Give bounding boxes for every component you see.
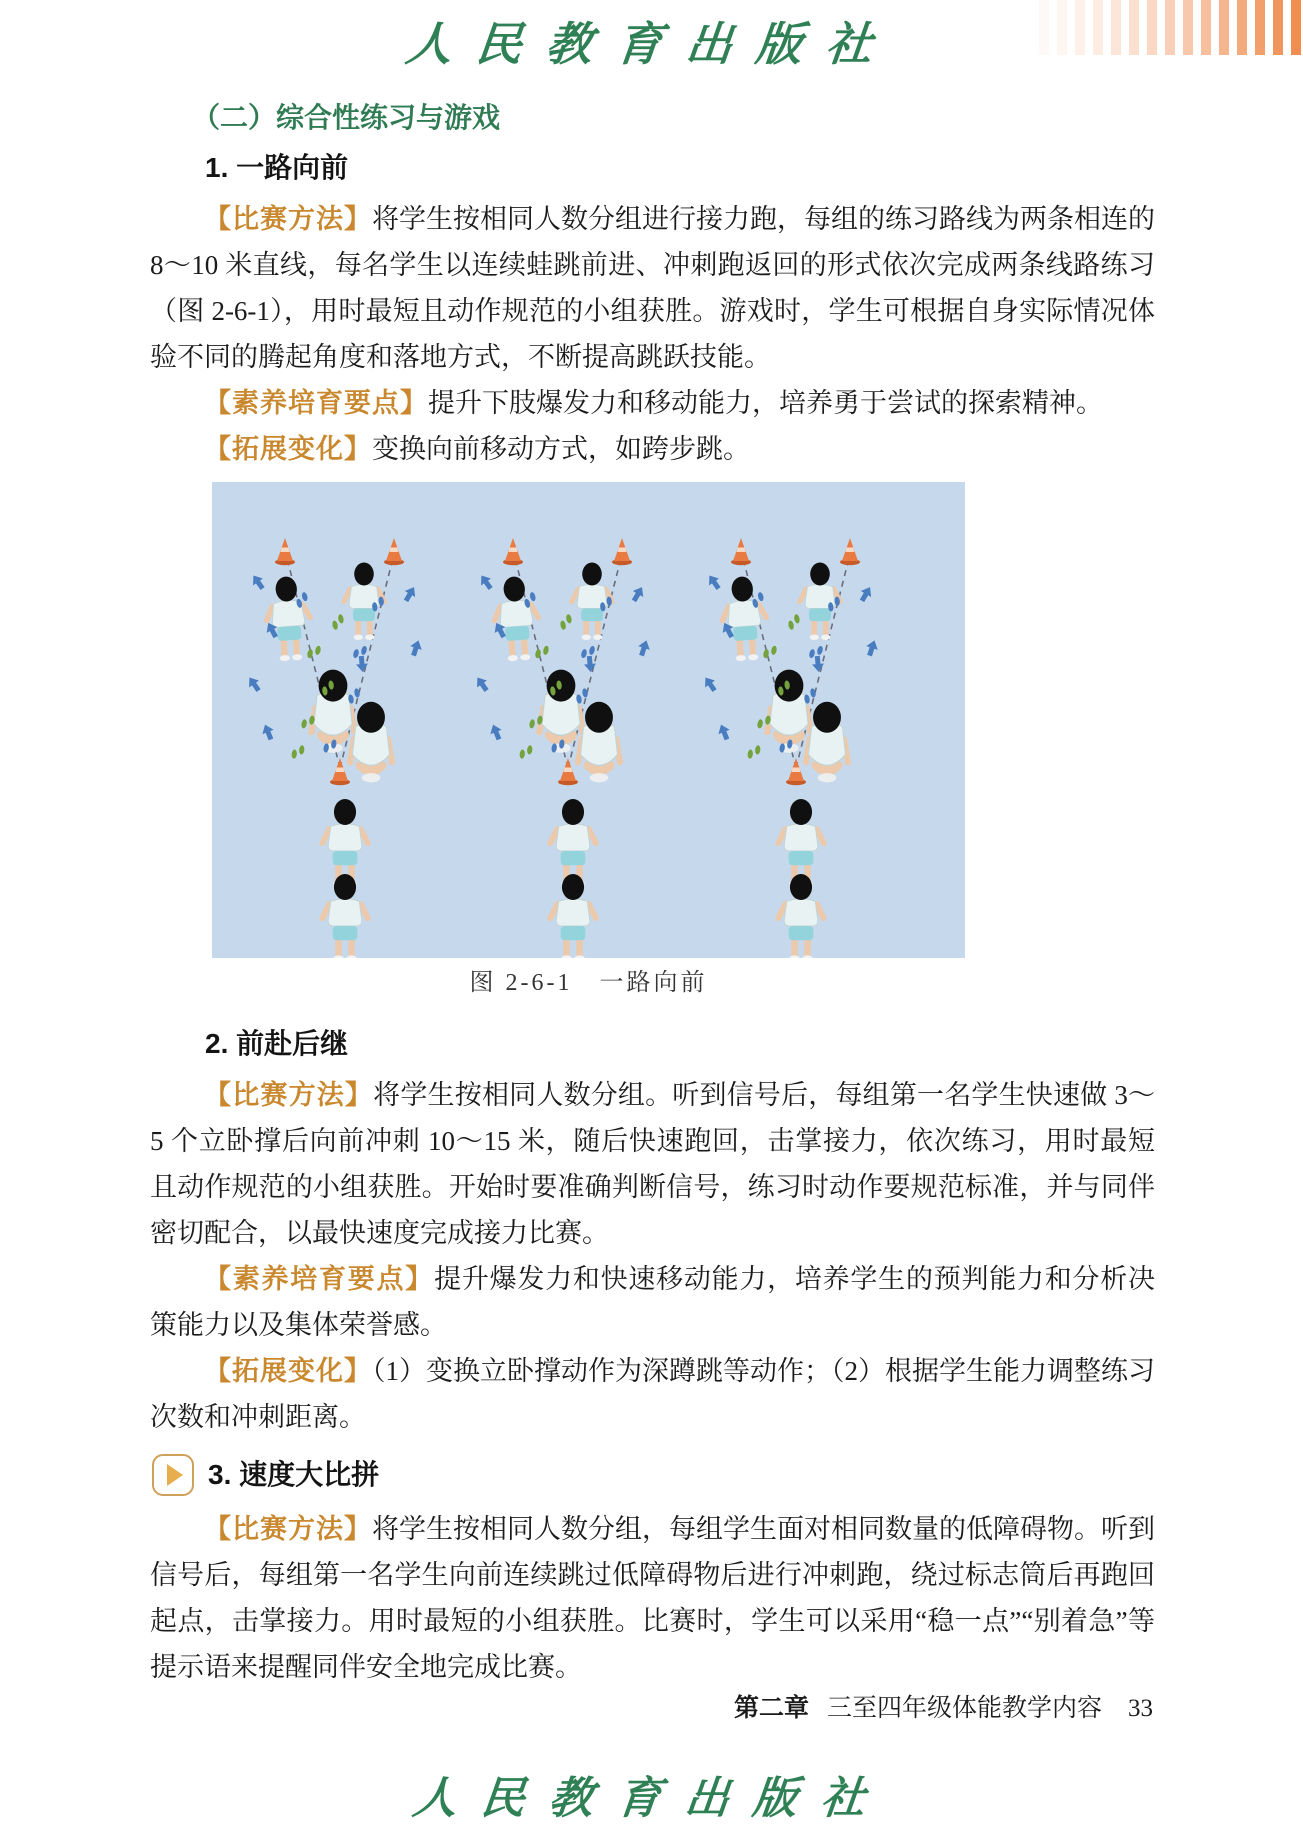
play-triangle-icon	[167, 1464, 183, 1486]
footer-chapter-title: 三至四年级体能教学内容	[826, 1695, 1102, 1722]
game2-method	[150, 1072, 1155, 1256]
method-label: 【比赛方法】	[204, 204, 372, 234]
page-content	[150, 100, 1155, 1690]
variation-text: 变换向前移动方式，如跨步跳。	[372, 434, 750, 464]
publisher-logo-bottom: 人民教育出版社	[410, 1773, 892, 1824]
game3-heading-row	[150, 1454, 1155, 1496]
footer-chapter: 第二章	[733, 1694, 809, 1722]
method-text: 将学生按相同人数分组。听到信号后，每组第一名学生快速做 3～5 个立卧撑后向前冲刺 10～15 米，随后快速跑回，击掌接力，依次练习，用时最短且动作规范的小组获胜。开始时要准确判断信号，练习时动作要规范标准，并与同伴密切配合，以最快速度完成接力比赛。	[150, 1080, 1156, 1248]
deco-bars	[1031, 0, 1303, 55]
game1-heading: 1. 一路向前	[205, 152, 349, 183]
page-footer	[734, 1688, 1153, 1724]
game2-heading: 2. 前赴后继	[205, 1028, 349, 1059]
play-icon	[152, 1454, 194, 1496]
publisher-logo-top: 人民教育出版社	[403, 17, 900, 71]
game2-variation	[150, 1348, 1155, 1440]
literacy-label: 【素养培育要点】	[204, 1264, 435, 1294]
page-number: 33	[1128, 1695, 1153, 1722]
figure-caption: 图 2-6-1 一路向前	[469, 970, 708, 996]
literacy-text: 提升爆发力和快速移动能力，培养学生的预判能力和分析决策能力以及集体荣誉感。	[150, 1264, 1156, 1340]
game1-method	[150, 196, 1155, 380]
variation-label: 【拓展变化】	[204, 434, 372, 464]
game2-literacy	[150, 1256, 1155, 1348]
method-text: 将学生按相同人数分组，每组学生面对相同数量的低障碍物。听到信号后，每组第一名学生向前连续跳过低障碍物后进行冲刺跑，绕过标志筒后再跑回起点，击掌接力。用时最短的小组获胜。比赛时，学生可以采用“稳一点”“别着急”等提示语来提醒同伴安全地完成比赛。	[150, 1514, 1155, 1682]
figure-2-6-1	[212, 482, 965, 958]
figure-illustration	[212, 482, 965, 958]
literacy-label: 【素养培育要点】	[204, 388, 428, 418]
game1-variation	[150, 426, 1155, 472]
game3-heading: 3. 速度大比拼	[208, 1459, 380, 1490]
method-text: 将学生按相同人数分组进行接力跑，每组的练习路线为两条相连的 8～10 米直线，每名学生以连续蛙跳前进、冲刺跑返回的形式依次完成两条线路练习（图 2-6-1），用时最短且动作规范的小组获胜。游戏时，学生可根据自身实际情况体验不同的腾起角度和落地方式，不断提高跳跃技能。	[150, 204, 1155, 372]
variation-label: 【拓展变化】	[204, 1356, 372, 1386]
literacy-text: 提升下肢爆发力和移动能力，培养勇于尝试的探索精神。	[428, 388, 1103, 418]
game1-literacy	[150, 380, 1155, 426]
method-label: 【比赛方法】	[204, 1514, 372, 1544]
variation-text: （1）变换立卧撑动作为深蹲跳等动作；（2）根据学生能力调整练习次数和冲刺距离。	[150, 1356, 1155, 1432]
method-label: 【比赛方法】	[204, 1080, 374, 1110]
section-heading: （二）综合性练习与游戏	[192, 102, 501, 133]
game3-method	[150, 1506, 1155, 1690]
